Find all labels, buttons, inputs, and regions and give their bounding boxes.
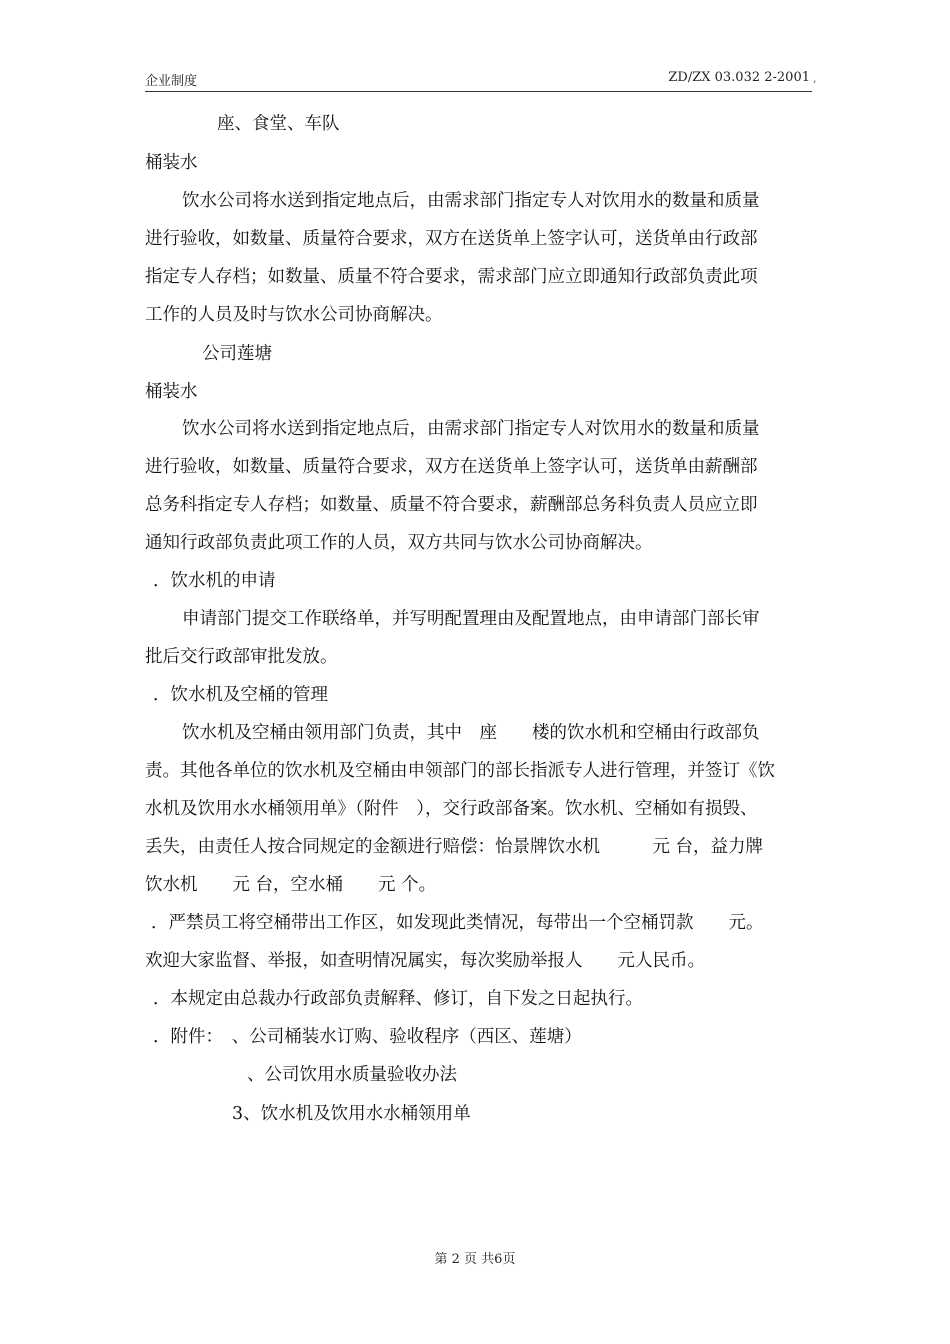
text-line: 申请部门提交工作联络单，并写明配置理由及配置地点，由申请部门部长审 (182, 609, 760, 629)
section-heading: ．饮水机及空桶的管理 (153, 685, 328, 705)
text-line: 进行验收，如数量、质量符合要求，双方在送货单上签字认可，送货单由行政部 (145, 229, 758, 249)
text-line: 饮水公司将水送到指定地点后，由需求部门指定专人对饮用水的数量和质量 (182, 419, 760, 439)
text-line: 进行验收，如数量、质量符合要求，双方在送货单上签字认可，送货单由薪酬部 (145, 457, 758, 477)
header-doc-category: 企业制度 (145, 74, 198, 89)
text-line: 批后交行政部审批发放。 (145, 647, 338, 667)
text-line: 座、食堂、车队 (217, 114, 340, 134)
text-line: 3、饮水机及饮用水水桶领用单 (232, 1104, 471, 1124)
header-doc-code: ZD/ZX 03.032 2-2001 (668, 70, 810, 85)
page-header (145, 70, 817, 90)
text-line: 指定专人存档；如数量、质量不符合要求，需求部门应立即通知行政部负责此项 (145, 267, 758, 287)
text-line: 水机及饮用水水桶领用单》（附件 ），交行政部备案。饮水机、空桶如有损毁、 (145, 799, 758, 819)
header-mark: , (813, 72, 817, 85)
text-line: 总务科指定专人存档；如数量、质量不符合要求，薪酬部总务科负责人员应立即 (145, 495, 758, 515)
text-line: 欢迎大家监督、举报，如查明情况属实，每次奖励举报人 元人民币。 (145, 951, 705, 971)
section-heading: 桶装水 (145, 153, 198, 173)
section-heading: 桶装水 (145, 382, 198, 402)
text-line: 通知行政部负责此项工作的人员，双方共同与饮水公司协商解决。 (145, 533, 653, 553)
text-line: ．本规定由总裁办行政部负责解释、修订，自下发之日起执行。 (153, 989, 643, 1009)
text-line: 责。其他各单位的饮水机及空桶由申领部门的部长指派专人进行管理，并签订《饮 (145, 761, 775, 781)
text-line: 丢失，由责任人按合同规定的金额进行赔偿：怡景牌饮水机 元 台，益力牌 (145, 837, 764, 857)
text-line: ．附件： 、公司桶装水订购、验收程序（西区、莲塘） (153, 1027, 582, 1047)
text-line: 饮水公司将水送到指定地点后，由需求部门指定专人对饮用水的数量和质量 (182, 191, 760, 211)
header-rule (145, 91, 812, 92)
text-line: 饮水机 元 台，空水桶 元 个。 (145, 875, 437, 895)
text-line: 工作的人员及时与饮水公司协商解决。 (145, 305, 443, 325)
text-line: 饮水机及空桶由领用部门负责，其中 座 楼的饮水机和空桶由行政部负 (182, 723, 760, 743)
text-line: 公司莲塘 (202, 344, 272, 364)
section-heading: ．饮水机的申请 (153, 571, 276, 591)
text-line: ．严禁员工将空桶带出工作区，如发现此类情况，每带出一个空桶罚款 元。 (151, 913, 764, 933)
page-number-footer: 第 2 页 共6页 (434, 1252, 516, 1267)
text-line: 、公司饮用水质量验收办法 (247, 1065, 457, 1085)
